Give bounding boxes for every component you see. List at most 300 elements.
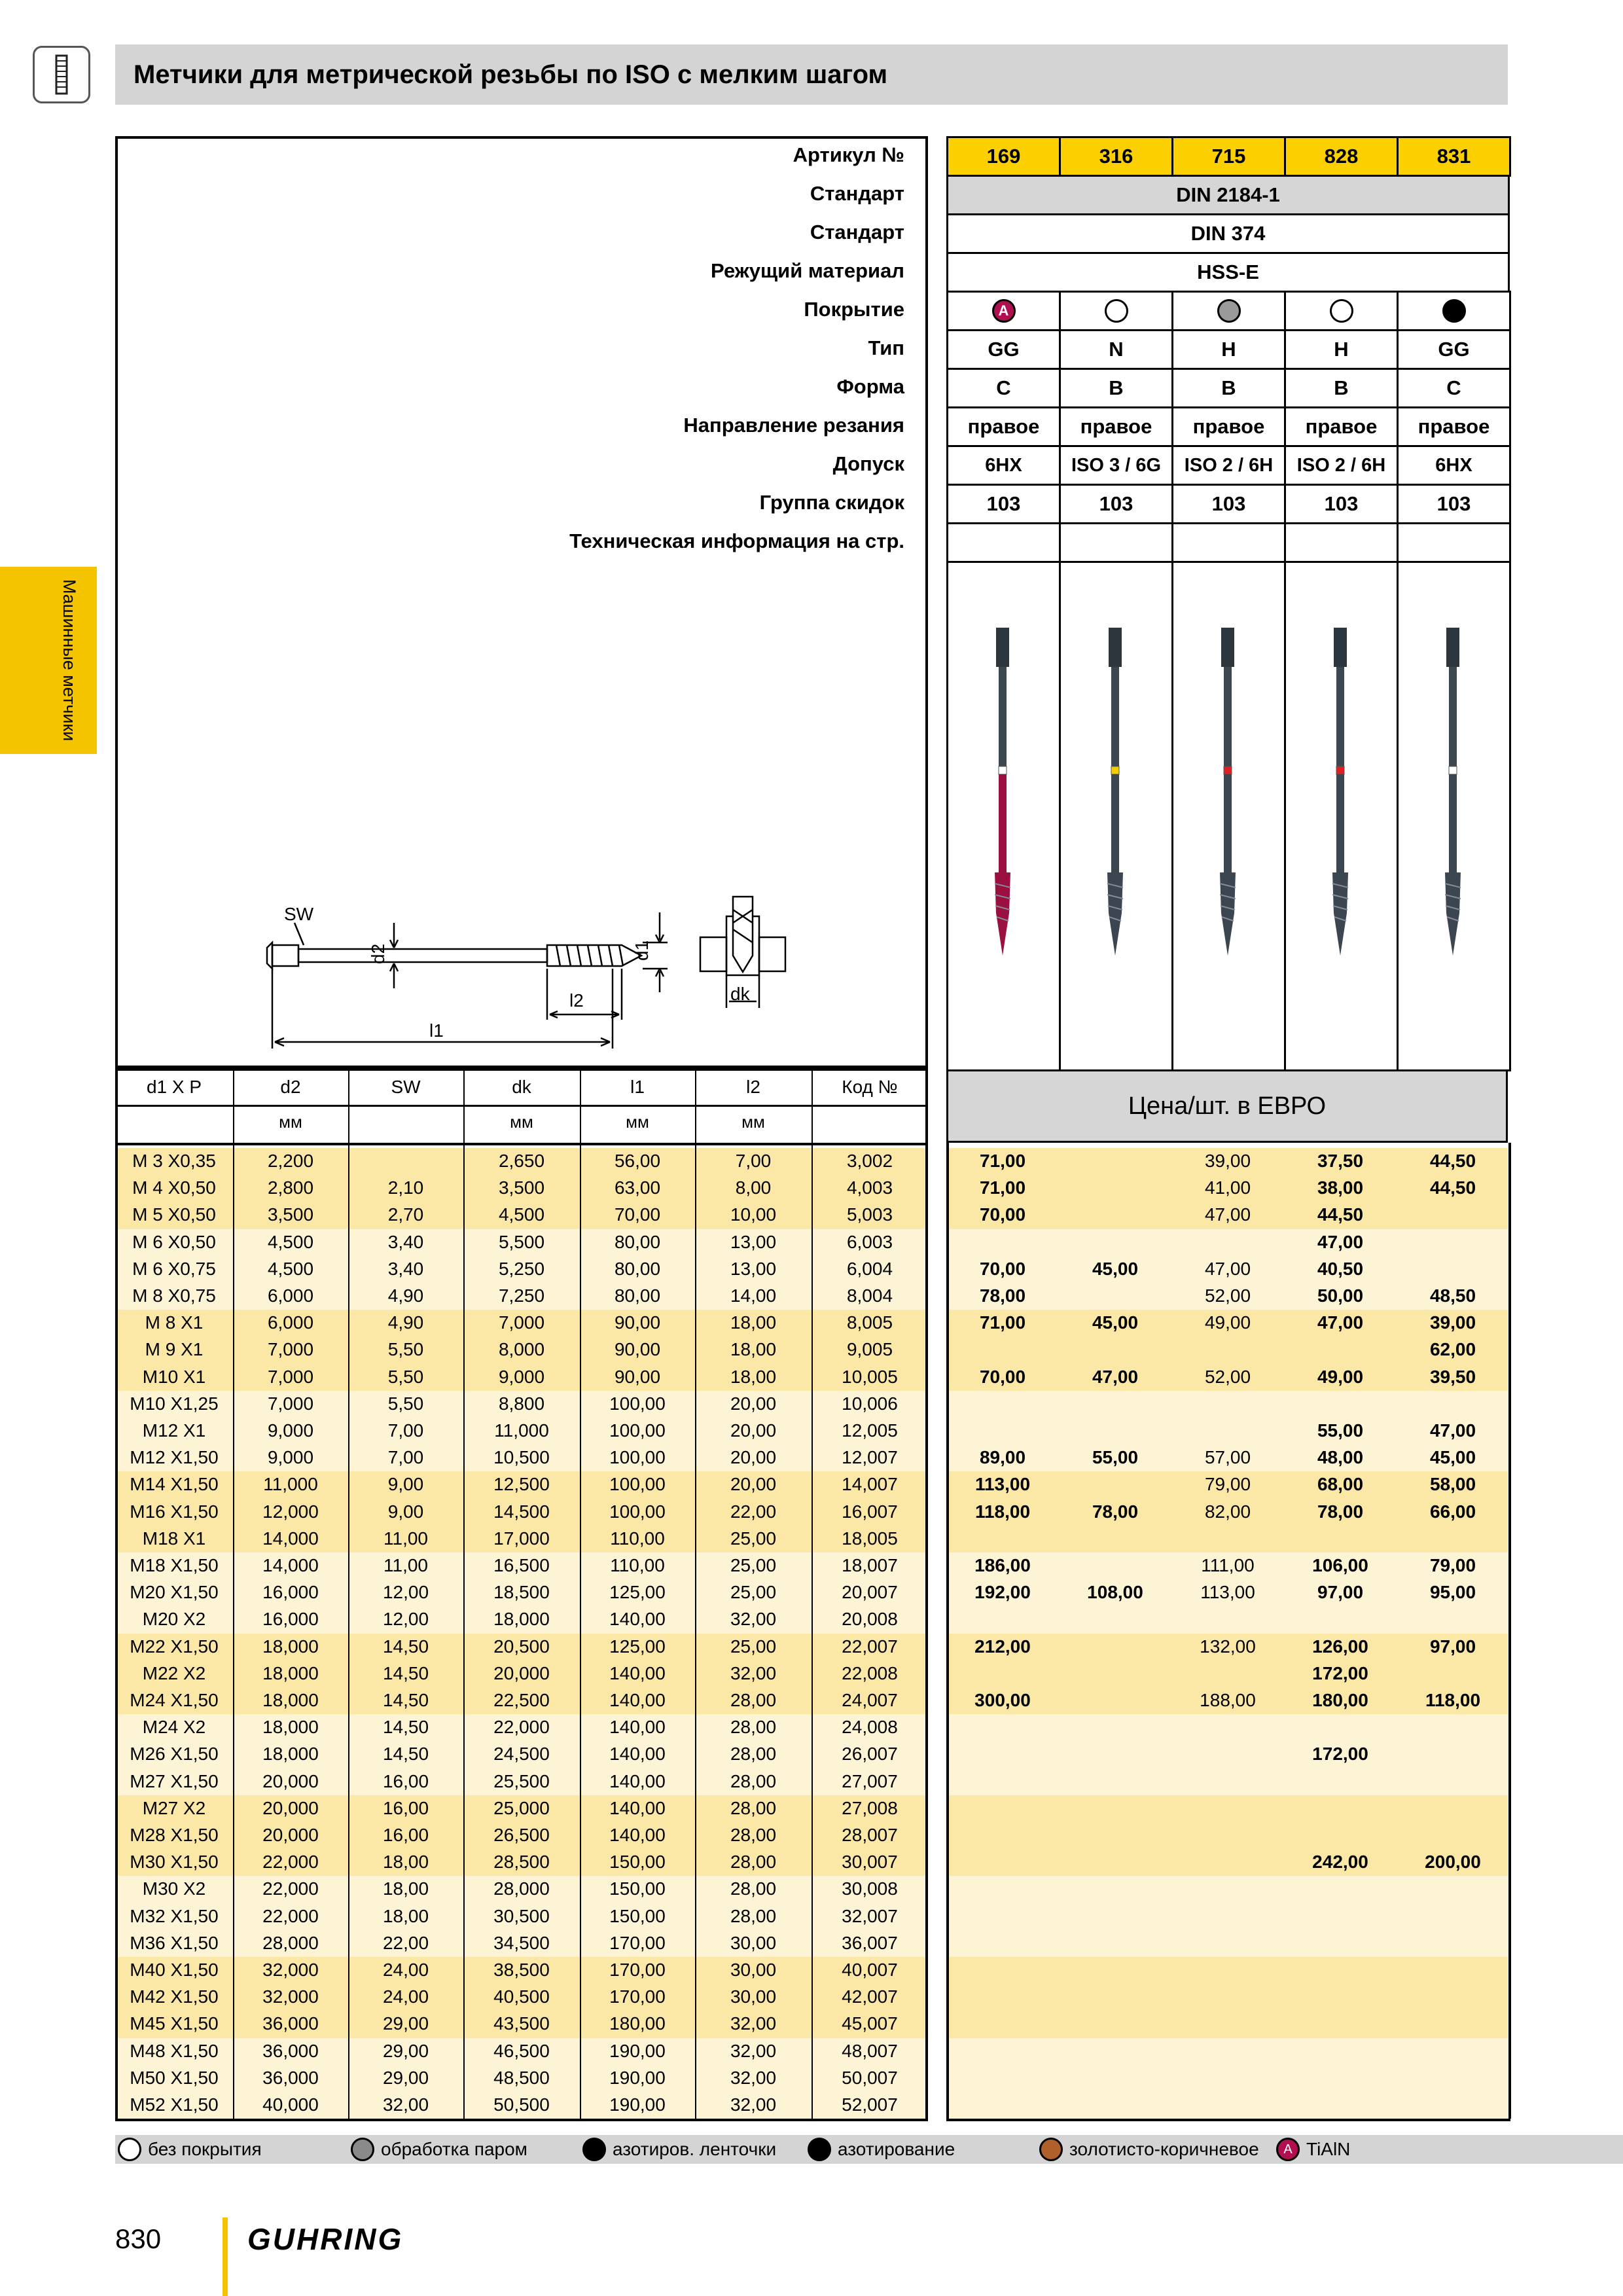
table-cell-d2: 28,000 [262, 1932, 319, 1953]
column-header: d1 X P [146, 1077, 202, 1097]
price-cell: 66,00 [1429, 1501, 1476, 1522]
table-cell-sw: 2,70 [387, 1204, 424, 1225]
column-header: d2 [280, 1077, 301, 1097]
table-cell-d1xp: M 6 X0,50 [132, 1231, 216, 1252]
attr-label-article: Артикул № [793, 143, 904, 166]
attr-value: H [1171, 329, 1286, 370]
attr-span-1: DIN 2184-1 [946, 175, 1510, 215]
table-cell-sw: 7,00 [387, 1420, 424, 1441]
price-header: Цена/шт. в ЕВРО [946, 1069, 1508, 1143]
table-cell-code: 8,005 [846, 1312, 893, 1333]
table-cell-code: 12,007 [842, 1447, 898, 1468]
attr-label-discount-group: Группа скидок [759, 491, 904, 514]
table-cell-l2: 32,00 [730, 2040, 777, 2061]
table-cell-d1xp: M27 X2 [142, 1797, 206, 1818]
attr-label-cutting-direction: Направление резания [683, 414, 904, 437]
table-cell-sw: 24,00 [382, 1986, 429, 2007]
table-cell-l2: 28,00 [730, 1905, 777, 1926]
table-cell-l2: 18,00 [730, 1312, 777, 1333]
table-cell-d2: 36,000 [262, 2040, 319, 2061]
row-band-price [946, 1526, 1508, 1552]
page-title: Метчики для метрической резьбы по ISO с мелким шагом [134, 60, 888, 89]
price-cell: 49,00 [1317, 1366, 1364, 1387]
tialn-glyph: A [998, 302, 1009, 319]
table-cell-dk: 22,500 [493, 1690, 550, 1710]
table-cell-code: 10,005 [842, 1366, 898, 1387]
table-cell-d1xp: M32 X1,50 [130, 1905, 219, 1926]
table-cell-code: 6,004 [846, 1258, 893, 1279]
legend-label: без покрытия [148, 2139, 262, 2159]
table-cell-l2: 32,00 [730, 1609, 777, 1630]
table-cell-sw: 24,00 [382, 1960, 429, 1980]
price-cell: 52,00 [1204, 1366, 1251, 1387]
table-cell-l1: 125,00 [609, 1582, 666, 1603]
table-cell-sw: 18,00 [382, 1878, 429, 1899]
table-cell-dk: 5,500 [498, 1231, 545, 1252]
table-cell-d1xp: M48 X1,50 [130, 2040, 219, 2061]
table-cell-l2: 28,00 [730, 1878, 777, 1899]
legend-item [808, 2134, 955, 2165]
table-cell-code: 27,007 [842, 1770, 898, 1791]
col-rule [812, 1068, 813, 2119]
table-cell-l2: 30,00 [730, 1986, 777, 2007]
price-cell: 108,00 [1087, 1582, 1143, 1603]
col-rule [695, 1068, 696, 2119]
table-cell-d2: 18,000 [262, 1717, 319, 1738]
table-cell-l2: 25,00 [730, 1528, 777, 1549]
table-cell-d2: 4,500 [267, 1231, 314, 1252]
price-cell: 97,00 [1429, 1636, 1476, 1657]
price-cell: 95,00 [1429, 1582, 1476, 1603]
label-l2: l2 [569, 990, 584, 1011]
table-cell-d2: 4,500 [267, 1258, 314, 1279]
attr-label-coating: Покрытие [804, 298, 904, 321]
tap-photo-icon [1321, 625, 1360, 965]
table-cell-sw: 14,50 [382, 1636, 429, 1657]
legend-swatch-icon [1276, 2138, 1300, 2161]
row-band-price [946, 2065, 1508, 2092]
price-cell: 49,00 [1204, 1312, 1251, 1333]
price-cell: 44,50 [1317, 1204, 1364, 1225]
table-cell-d2: 6,000 [267, 1312, 314, 1333]
legend-swatch-icon [582, 2138, 606, 2161]
price-cell: 55,00 [1092, 1447, 1139, 1468]
price-cell: 50,00 [1317, 1285, 1364, 1306]
price-cell: 57,00 [1204, 1447, 1251, 1468]
attr-value: правое [1171, 406, 1286, 447]
price-cell: 47,00 [1092, 1366, 1139, 1387]
price-cell: 242,00 [1312, 1852, 1368, 1873]
table-cell-dk: 8,000 [498, 1339, 545, 1360]
price-cell: 188,00 [1200, 1690, 1256, 1710]
table-cell-d2: 14,000 [262, 1555, 319, 1575]
table-cell-l1: 190,00 [609, 2067, 666, 2088]
table-cell-code: 3,002 [846, 1151, 893, 1171]
attr-label-standard-2: Стандарт [810, 221, 904, 243]
table-cell-d1xp: M22 X2 [142, 1662, 206, 1683]
table-cell-d2: 22,000 [262, 1878, 319, 1899]
table-cell-l1: 140,00 [609, 1825, 666, 1845]
legend-item [582, 2134, 776, 2165]
table-cell-sw: 16,00 [382, 1825, 429, 1845]
price-cell: 78,00 [1317, 1501, 1364, 1522]
table-cell-sw: 11,00 [383, 1555, 428, 1575]
table-cell-d1xp: M36 X1,50 [130, 1932, 219, 1953]
table-cell-sw: 32,00 [382, 2094, 429, 2115]
row-band-price [946, 1795, 1508, 1822]
table-cell-l2: 28,00 [730, 1690, 777, 1710]
table-cell-dk: 24,500 [493, 1744, 550, 1765]
table-cell-dk: 16,500 [493, 1555, 550, 1575]
table-cell-code: 50,007 [842, 2067, 898, 2088]
attr-span-3: HSS-E [946, 252, 1510, 293]
coating-dot-icon [992, 299, 1016, 323]
row-band-price [946, 1714, 1508, 1741]
table-cell-l2: 32,00 [730, 2094, 777, 2115]
table-cell-sw: 11,00 [383, 1528, 428, 1549]
price-cell: 70,00 [979, 1366, 1026, 1387]
row-band-price [946, 1741, 1508, 1768]
row-band-price [946, 2011, 1508, 2037]
price-cell: 45,00 [1092, 1312, 1139, 1333]
row-band-price [946, 1822, 1508, 1849]
row-band-price [946, 1930, 1508, 1957]
table-cell-dk: 8,800 [498, 1393, 545, 1414]
attr-value [1171, 522, 1286, 563]
price-border [1508, 1143, 1511, 2119]
table-cell-l1: 100,00 [609, 1501, 666, 1522]
table-cell-sw: 18,00 [382, 1852, 429, 1873]
row-band-price [946, 2038, 1508, 2065]
table-cell-l1: 110,00 [610, 1555, 665, 1575]
legend-item [1039, 2134, 1259, 2165]
table-cell-sw: 7,00 [387, 1447, 424, 1468]
table-cell-d2: 20,000 [262, 1770, 319, 1791]
table-cell-l1: 90,00 [614, 1339, 661, 1360]
attr-value: GG [946, 329, 1061, 370]
table-cell-l2: 13,00 [730, 1231, 777, 1252]
price-cell: 45,00 [1092, 1258, 1139, 1279]
attr-value: 103 [1284, 484, 1399, 524]
attr-value: 6HX [946, 445, 1061, 486]
table-cell-l2: 10,00 [730, 1204, 777, 1225]
table-cell-code: 32,007 [842, 1905, 898, 1926]
table-cell-code: 26,007 [842, 1744, 898, 1765]
table-cell-dk: 2,650 [498, 1151, 545, 1171]
table-cell-l1: 100,00 [609, 1393, 666, 1414]
label-d1: d1 [632, 940, 652, 961]
table-cell-l1: 70,00 [614, 1204, 661, 1225]
table-cell-d1xp: M12 X1,50 [130, 1447, 219, 1468]
table-cell-d2: 40,000 [262, 2094, 319, 2115]
table-cell-sw: 4,90 [387, 1285, 424, 1306]
table-cell-l1: 125,00 [609, 1636, 666, 1657]
table-cell-d1xp: M27 X1,50 [130, 1770, 219, 1791]
table-cell-l1: 140,00 [609, 1770, 666, 1791]
table-cell-d1xp: M45 X1,50 [130, 2013, 219, 2034]
row-band-price [946, 2092, 1508, 2119]
price-cell: 78,00 [1092, 1501, 1139, 1522]
table-cell-l1: 150,00 [609, 1905, 666, 1926]
table-cell-dk: 11,000 [494, 1420, 549, 1441]
table-cell-l1: 170,00 [609, 1986, 666, 2007]
table-cell-l1: 90,00 [614, 1366, 661, 1387]
table-cell-l2: 20,00 [730, 1474, 777, 1495]
table-cell-code: 42,007 [842, 1986, 898, 2007]
table-cell-sw: 14,50 [382, 1662, 429, 1683]
price-cell: 212,00 [974, 1636, 1031, 1657]
table-cell-dk: 3,500 [498, 1177, 545, 1198]
price-cell: 200,00 [1425, 1852, 1481, 1873]
attr-value: ISO 2 / 6H [1284, 445, 1399, 486]
table-cell-code: 4,003 [846, 1177, 893, 1198]
legend-item [118, 2134, 262, 2165]
table-cell-code: 30,008 [842, 1878, 898, 1899]
table-cell-l1: 140,00 [609, 1717, 666, 1738]
tap-dimension-drawing [249, 877, 805, 1060]
table-cell-dk: 25,500 [493, 1770, 550, 1791]
price-cell: 45,00 [1429, 1447, 1476, 1468]
coating-dot-icon [1330, 299, 1353, 323]
table-cell-code: 52,007 [842, 2094, 898, 2115]
price-cell: 40,50 [1317, 1258, 1364, 1279]
attr-value: B [1059, 368, 1173, 408]
table-cell-sw: 5,50 [387, 1393, 424, 1414]
price-cell: 39,00 [1204, 1151, 1251, 1171]
price-cell: 47,00 [1204, 1204, 1251, 1225]
price-cell: 97,00 [1317, 1582, 1364, 1603]
row-band-price [946, 1957, 1508, 1984]
table-cell-sw: 9,00 [387, 1501, 424, 1522]
table-cell-l2: 32,00 [730, 2013, 777, 2034]
table-cell-d1xp: M12 X1 [142, 1420, 206, 1441]
table-cell-dk: 5,250 [498, 1258, 545, 1279]
row-band-price [946, 1768, 1508, 1795]
table-cell-d2: 20,000 [262, 1825, 319, 1845]
table-cell-l2: 30,00 [730, 1960, 777, 1980]
table-cell-sw: 16,00 [382, 1797, 429, 1818]
table-cell-l2: 25,00 [730, 1582, 777, 1603]
col-rule [233, 1068, 234, 2119]
price-cell: 113,00 [1200, 1582, 1255, 1603]
table-cell-code: 18,005 [842, 1528, 898, 1549]
col-rule [348, 1068, 349, 2119]
table-cell-code: 18,007 [842, 1555, 898, 1575]
table-cell-code: 12,005 [842, 1420, 898, 1441]
table-cell-sw: 5,50 [387, 1339, 424, 1360]
article-316: 316 [1059, 136, 1173, 177]
table-cell-dk: 50,500 [493, 2094, 550, 2115]
price-cell: 41,00 [1204, 1177, 1251, 1198]
attr-value: GG [1397, 329, 1511, 370]
table-cell-sw: 29,00 [382, 2040, 429, 2061]
table-cell-dk: 9,000 [498, 1366, 545, 1387]
table-cell-code: 5,003 [846, 1204, 893, 1225]
table-cell-sw: 16,00 [382, 1770, 429, 1791]
table-cell-d2: 7,000 [267, 1366, 314, 1387]
attr-value: ISO 2 / 6H [1171, 445, 1286, 486]
attr-span-2: DIN 374 [946, 213, 1510, 254]
price-cell: 79,00 [1204, 1474, 1251, 1495]
table-cell-d2: 20,000 [262, 1797, 319, 1818]
table-cell-l2: 13,00 [730, 1258, 777, 1279]
table-cell-l2: 7,00 [735, 1151, 772, 1171]
table-cell-dk: 7,000 [498, 1312, 545, 1333]
coating-cell-2 [1171, 291, 1286, 331]
price-cell: 118,00 [1425, 1690, 1481, 1710]
price-cell: 79,00 [1429, 1555, 1476, 1575]
col-rule [580, 1068, 581, 2119]
legend-label: азотирование [838, 2139, 955, 2159]
row-band-price [946, 1606, 1508, 1633]
legend-swatch-icon [808, 2138, 831, 2161]
table-cell-d1xp: M28 X1,50 [130, 1825, 219, 1845]
table-cell-dk: 18,500 [493, 1582, 550, 1603]
price-cell: 118,00 [974, 1501, 1031, 1522]
table-cell-dk: 28,000 [493, 1878, 550, 1899]
table-cell-d2: 36,000 [262, 2013, 319, 2034]
price-cell: 38,00 [1317, 1177, 1364, 1198]
table-cell-d2: 32,000 [262, 1960, 319, 1980]
side-tab-label: Машинные метчики [60, 579, 79, 742]
table-cell-dk: 20,500 [493, 1636, 550, 1657]
table-cell-sw: 18,00 [382, 1905, 429, 1926]
attr-value: правое [1059, 406, 1173, 447]
attr-value: C [1397, 368, 1511, 408]
units-rule [115, 1143, 928, 1145]
table-cell-d1xp: M50 X1,50 [130, 2067, 219, 2088]
table-cell-d2: 22,000 [262, 1905, 319, 1926]
price-cell: 300,00 [974, 1690, 1031, 1710]
attr-value: 103 [1059, 484, 1173, 524]
col-rule [925, 1068, 928, 2119]
price-cell: 70,00 [979, 1204, 1026, 1225]
table-cell-d2: 9,000 [267, 1420, 314, 1441]
row-band-price [946, 1660, 1508, 1687]
attr-value: H [1284, 329, 1399, 370]
attr-value: правое [946, 406, 1061, 447]
table-cell-l2: 32,00 [730, 2067, 777, 2088]
table-cell-d1xp: M20 X1,50 [130, 1582, 219, 1603]
table-cell-d1xp: M10 X1 [142, 1366, 206, 1387]
column-header: l2 [746, 1077, 760, 1097]
table-cell-dk: 20,000 [493, 1662, 550, 1683]
table-cell-l1: 63,00 [614, 1177, 661, 1198]
price-cell: 47,00 [1317, 1231, 1364, 1252]
table-cell-l2: 8,00 [735, 1177, 772, 1198]
table-cell-d1xp: M22 X1,50 [130, 1636, 219, 1657]
table-cell-dk: 7,250 [498, 1285, 545, 1306]
article-828: 828 [1284, 136, 1399, 177]
table-cell-l2: 25,00 [730, 1555, 777, 1575]
table-cell-sw: 3,40 [387, 1258, 424, 1279]
price-cell: 37,50 [1317, 1151, 1364, 1171]
table-cell-code: 10,006 [842, 1393, 898, 1414]
table-cell-d1xp: M30 X2 [142, 1878, 206, 1899]
table-cell-sw: 29,00 [382, 2013, 429, 2034]
table-cell-d1xp: M 6 X0,75 [132, 1258, 216, 1279]
table-cell-d1xp: M10 X1,25 [130, 1393, 219, 1414]
table-cell-d1xp: M52 X1,50 [130, 2094, 219, 2115]
price-cell: 82,00 [1204, 1501, 1251, 1522]
legend-swatch-icon [1039, 2138, 1063, 2161]
table-cell-d2: 18,000 [262, 1662, 319, 1683]
price-cell: 55,00 [1317, 1420, 1364, 1441]
table-cell-code: 22,007 [842, 1636, 898, 1657]
table-cell-dk: 26,500 [493, 1825, 550, 1845]
attr-label-form: Форма [836, 375, 904, 398]
table-cell-l1: 190,00 [609, 2094, 666, 2115]
table-cell-l2: 28,00 [730, 1717, 777, 1738]
legend-label: обработка паром [381, 2139, 527, 2159]
table-cell-dk: 48,500 [493, 2067, 550, 2088]
attr-label-material: Режущий материал [711, 259, 904, 282]
article-831: 831 [1397, 136, 1511, 177]
price-cell: 47,00 [1429, 1420, 1476, 1441]
table-cell-l1: 56,00 [614, 1151, 661, 1171]
attr-value: ISO 3 / 6G [1059, 445, 1173, 486]
table-cell-sw: 14,50 [382, 1744, 429, 1765]
table-cell-d1xp: M 4 X0,50 [132, 1177, 216, 1198]
table-cell-sw: 5,50 [387, 1366, 424, 1387]
price-cell: 89,00 [979, 1447, 1026, 1468]
column-unit [115, 1106, 233, 1138]
table-cell-code: 6,003 [846, 1231, 893, 1252]
table-cell-dk: 18,000 [493, 1609, 550, 1630]
table-cell-l1: 150,00 [609, 1852, 666, 1873]
table-cell-d2: 7,000 [267, 1393, 314, 1414]
footer-divider [223, 2217, 228, 2296]
price-cell: 71,00 [979, 1177, 1026, 1198]
label-dk: dk [730, 984, 750, 1004]
table-cell-code: 20,007 [842, 1582, 898, 1603]
price-cell: 132,00 [1200, 1636, 1256, 1657]
price-cell: 180,00 [1312, 1690, 1368, 1710]
legend-item [351, 2134, 527, 2165]
price-cell: 44,50 [1429, 1177, 1476, 1198]
table-cell-l1: 140,00 [609, 1662, 666, 1683]
price-cell: 70,00 [979, 1258, 1026, 1279]
coating-dot-icon [1105, 299, 1128, 323]
table-cell-l1: 170,00 [609, 1960, 666, 1980]
table-cell-d2: 3,500 [267, 1204, 314, 1225]
row-band-price [946, 1903, 1508, 1930]
table-cell-l1: 100,00 [609, 1474, 666, 1495]
table-cell-code: 28,007 [842, 1825, 898, 1845]
table-cell-d2: 9,000 [267, 1447, 314, 1468]
tap-logo-icon [33, 46, 90, 103]
row-band-price [946, 1876, 1508, 1903]
attr-value [946, 522, 1061, 563]
table-cell-l1: 100,00 [609, 1420, 666, 1441]
table-cell-code: 45,007 [842, 2013, 898, 2034]
column-unit: мм [626, 1111, 649, 1132]
tap-photo-icon [1208, 625, 1247, 965]
table-cell-dk: 34,500 [493, 1932, 550, 1953]
label-l1: l1 [429, 1020, 444, 1041]
row-band-price [946, 1229, 1508, 1256]
row-band-price [946, 1984, 1508, 2011]
attr-value [1059, 522, 1173, 563]
table-cell-dk: 28,500 [493, 1852, 550, 1873]
table-cell-sw: 12,00 [382, 1582, 429, 1603]
table-cell-l2: 28,00 [730, 1770, 777, 1791]
table-cell-dk: 43,500 [493, 2013, 550, 2034]
table-cell-code: 14,007 [842, 1474, 898, 1495]
table-cell-l2: 28,00 [730, 1744, 777, 1765]
column-unit: мм [741, 1111, 765, 1132]
table-cell-l2: 20,00 [730, 1420, 777, 1441]
